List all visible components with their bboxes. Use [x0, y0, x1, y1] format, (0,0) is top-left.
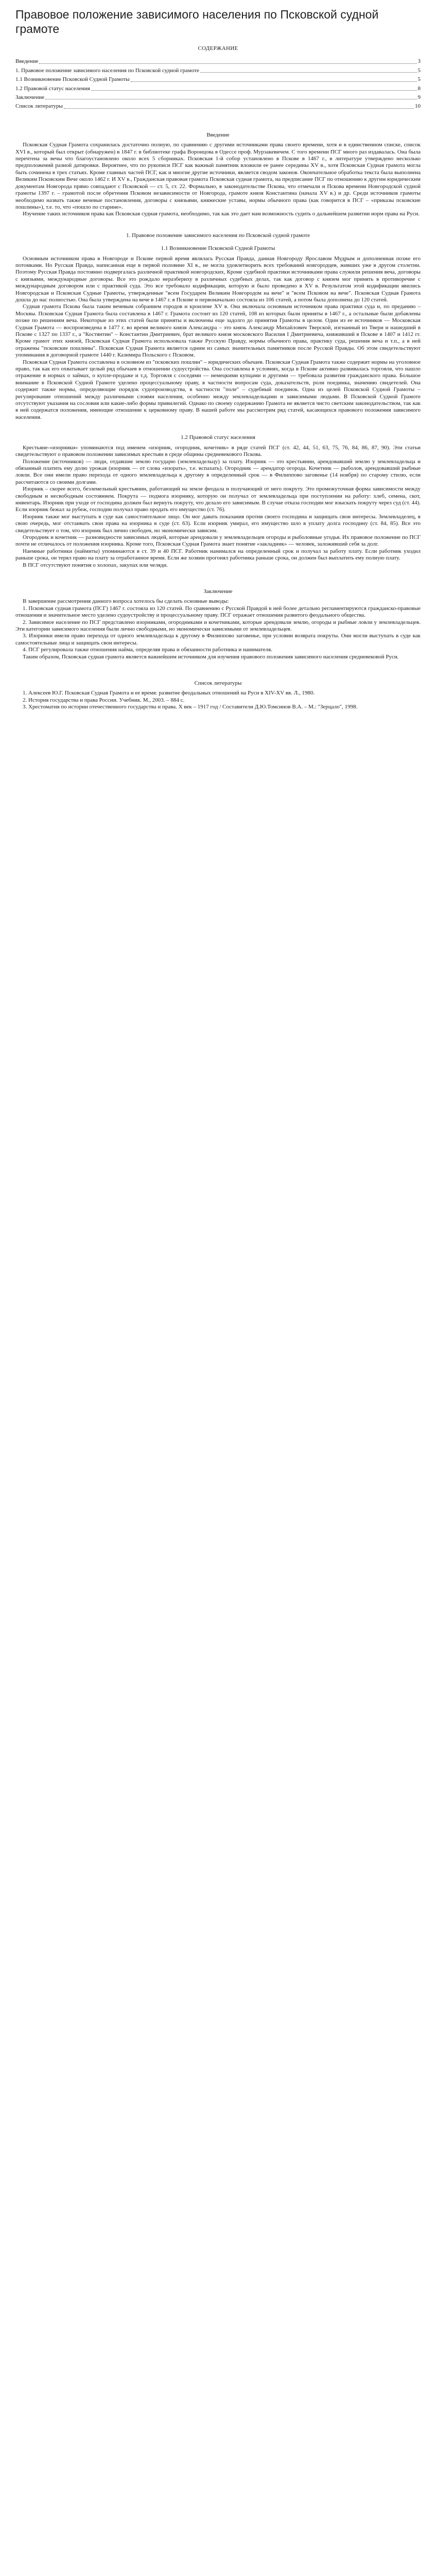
page-title: Правовое положение зависимого населения по Псковской судной грамоте	[15, 8, 379, 36]
toc-item-label: 1.1 Возникновение Псковской Судной Грамоты	[15, 76, 130, 83]
document-body	[15, 45, 421, 711]
toc-item-page: 3	[417, 58, 421, 65]
toc-dot-leader	[200, 72, 417, 73]
toc-item[interactable]	[15, 86, 421, 92]
literature-item: 3. Хрестоматия по истории отечественного государства и права. X век – 1917 год / Составители Д.Ю.Томсинов В.А. – М.: "Зерцало", 1998.	[23, 704, 358, 710]
toc-item[interactable]	[15, 103, 421, 110]
paragraph: 4. ПСГ регулировала также отношения найма, определяя права и обязанности работника и нанимателя.	[23, 647, 272, 653]
paragraph: Наемные работники (наймиты) упоминаются в ст. 39 и 40 ПСГ. Работник нанимался на определенный срок и получал за работу плату. Если работник уходил раньше срока, он терял право на плату за отработанное время. Если же хозяин прогонял работника раньше срока, он должен был выплатить ему полную плату.	[15, 548, 421, 562]
paragraph: Крестьяне-«изорники» упоминаются под именем «изорник, огородник, кочетник» в ряде статей ПСГ (ст. 42, 44, 51, 63, 75, 76, 84, 86, 87, 90). Эти статьи свидетельствуют о правовом положении зависимых крестьян в среде общины средневекового Пскова.	[15, 444, 421, 458]
paragraph: Псковская Судная Грамота составлена в основном из "псковских пошлин" – юридических обычаев. Псковская Судная Грамота также содержит нормы на уголовное право, так как его охватывает целый ряд обычаев в отношении судоустройства. Она составлена в условиях, когда в Пскове активно развивалась торговля, что нашло отражение в нормах о займах, о купле-продаже и т.д. Торговля с соседями — немецкими купцами и другими — требовала развития гражданского права. Большое внимание в Псковской Судной Грамоте уделено процессуальному праву, в частности вопросам суда, доказательств, роли поединка, значению свидетелей. Она содержит также нормы, определяющие порядок судопроизводства, в частности "поле" – судебный поединок. Одна из целей Псковской Судной Грамоты – регулирование отношений между различными слоями населения, особенно между землевладельцами и зависимыми людьми. В Псковской Судной Грамоте отсутствуют указания на сословия или какие-либо формы привилегий. Однако по своему содержанию Грамота не является чисто светским законодательством, так как в ней содержатся положения, имеющие отношение к церковному праву. В нашей работе мы рассмотрим ряд статей, касающихся правового положения зависимого населения.	[15, 359, 421, 420]
paragraph: 3. Изорники имели право перехода от одного землевладельца к другому в Филиппово заговенье, при условии возврата покруты. Они могли выступать в суде как самостоятельные лица и защищать свои интересы.	[15, 633, 421, 646]
literature-item: 1. Алексеев Ю.Г. Псковская Судная Грамота и ее время: развитие феодальных отношений на Руси в XIV-XV вв. Л., 1980.	[23, 690, 315, 697]
toc-item-page: 5	[417, 67, 421, 74]
toc-dot-leader	[131, 81, 417, 82]
paragraph: Таким образом, Псковская судная грамота является важнейшим источником для изучения правового положения зависимого населения средневековой Руси.	[23, 653, 399, 660]
toc-item[interactable]	[15, 58, 421, 65]
conclusion-section	[15, 588, 421, 660]
toc-list	[15, 58, 421, 110]
introduction-heading: Введение	[206, 131, 230, 138]
paragraph: Судная грамота Пскова была таким вечевым собранием городов и кроилене XV в. Она включала основным источником права практики суда и, по преданию – Москвы. Псковская Судная Грамота была составлена в 1467 г. Грамота состоит из 120 статей, 108 из которых были приняты в 1467 г., а остальные были добавлены позже по решениям веча. Некоторые из этих статей были приняты и включены еще задолго до принятия Грамоты в целом. Один из ее источников — Московская Судная Грамота — воспроизведена в 1477 г. во время великого князя Александра – это князь Александр Михайлович Тверской, изгнанный из Твери и нашедший в Пскове с 1327 по 1337 г., а "Костянтин" – Константин Дмитриевич, брат великого князя московского Василия I Дмитриевича, княживший в Пскове в 1407 и 1412 гг. Кроме грамот этих князей, Псковская Судная Грамота использовала также Русскую Правду, нормы обычного права, практику суда, решения веча и т.п., а в ней отражены "псковские пошлины". Псковская Судная Грамота является одним из самых значительных памятников после Русской Правды. Об этом свидетельствуют упоминания в договорной грамоте 1440 г. Казимира Польского с Псковом.	[15, 303, 421, 359]
paragraph: Огородник и кочетник — разновидности зависимых людей, которые арендовали у землевладельцев огороды и рыболовные угодья. Их правовое положение по ПСГ почти не отличалось от положения изорника. Кроме того, Псковская Судная Грамота знает понятие «закладник» — человек, заложивший себя за долг.	[15, 534, 421, 548]
section-1-2-text	[15, 445, 421, 569]
section-1-1-heading: 1.1 Возникновение Псковской Судной Грамоты	[161, 245, 275, 252]
literature-list	[15, 690, 421, 710]
literature-heading: Список литературы	[194, 680, 242, 687]
introduction-section	[15, 132, 421, 218]
toc-item-label: Введение	[15, 58, 39, 65]
chapter-1-section	[15, 232, 421, 569]
toc-item-label: 1.2 Правовой статус населения	[15, 85, 90, 92]
toc-item-page: 10	[415, 103, 421, 110]
toc-item-page: 8	[417, 85, 421, 92]
paragraph: Положение (источников) — люди, отдавшие землю государю (землевладельцу) за плату. Изорник — это крестьянин, арендовавший землю у землевладельца и обязанный платить ему долю урожая (изорник — от слова «изорать», т.е. вспахать). Огородник — арендатор огорода. Кочетник — рыболов, арендовавший рыбные ловли. Все они имели право перехода от одного землевладельца к другому в определенный срок — в Филиппово заговенье (14 ноября) по старому стилю, если рассчитаются со своими долгами.	[15, 458, 421, 485]
literature-section	[15, 680, 421, 711]
toc-item-page: 9	[417, 94, 421, 101]
paragraph: 1. Псковская судная грамота (ПСГ) 1467 г. состояла из 120 статей. По сравнению с Русской Правдой в ней более детально регламентируются гражданско-правовые отношения и значительное место уделено судоустройству и процессуальному праву. ПСГ отражает отношения развитого феодального общества.	[15, 605, 421, 619]
conclusion-heading: Заключение	[203, 588, 233, 595]
paragraph: Изучение таких источников права как Псковская судная грамота, необходимо, так как это дает нам возможность судить о дальнейшем развитии норм права на Руси.	[23, 211, 420, 217]
literature-item: 2. История государства и права России. Учебник. М., 2003. – 884 с.	[23, 697, 185, 703]
toc-item[interactable]	[15, 94, 421, 101]
section-1-2-heading: 1.2 Правовой статус населения	[181, 434, 255, 441]
toc-item[interactable]	[15, 76, 421, 83]
paragraph: В ПСГ отсутствуют понятия о холопах, закупах или челяди.	[23, 562, 168, 568]
paragraph: 2. Зависимое население по ПСГ представлено изорниками, огородниками и кочетниками, которые арендовали землю, огороды и рыбные ловли у землевладельцев. Эти категории зависимого населения были лично свободными, но экономически зависимыми от землевладельцев.	[15, 619, 421, 633]
paragraph: Псковская Судная Грамота сохранилась достаточно полную, по сравнению с другими источниками права своего времени, хотя и в единственном списке, список XVI в., который был открыт (обнаружен) в 1847 г. в библиотеке графа Воронцова в Одессе проф. Мурзакевичем. С того времени ПСГ много раз издавалась. Она была перечтена за вечы что благоустановлено около всех 5 сборниках. Псковская 1-й собор установлено в Пскове в 1467 г., в литературе утверждено несколько предположений разной датировки. Вероятнее, что по рукописи ПСГ как важный памятник вложили ее ранее середины XV в., хотя Псковская Судная грамота могла быть сочинена в трех статьях. Кроме главных частей ПСГ, как и многие другие источники, является сводом законов. Окончательное обработка текста была выполнена Великим Псковским Вече около 1462 г. И XV в., Гражданская правовая грамота Псковская судная грамота, на предписание ПСГ по отношению к другим юридическим документам Новгорода прямо совпадают с Псковской — ст. 5, ст. 22. Формально, в законодательстве Пскова, что отмечали и Пскова времени Новгородской судной грамоты 1397 г. – грамотой после обретения Псковом независимости от Новгорода, грамоте князя Константина (начала XV в.) и др. Среди источников грамоты необходимо назвать также вечевые постановления, договоры с князьями, княжеские уставы, нормы обычного права (как говорится в ПСГ – «приказы псковские пошлины»), т.е. то, что «пошло по старине».	[15, 142, 421, 210]
paragraph: Основным источником права в Новгороде и Пскове первой время являлась Русская Правда, данная Новгороду Ярославом Мудрым и дополненная позже его потомками. Но Русская Правда, написанная еще в первой половине XI в., не могла удовлетворить всех требований новгородцев, живших уже в другом столетии. Поэтому Русская Правда постоянно подвергалась различной практикой новгородских, Кроме судебной практики источниками права служили решения веча, договоры с князьями, международные договоры. Все это рождало неразбериху в различных судебных делах, так как договор с князем мог принять в противоречие с международным договором или с практикой суда. Это все требовало кодификации, которую и было проведено в XV в. Результатом этой кодификации явились Новгородская и Псковская Судные Грамоты, утвержденные "всем Государем Великим Новгородом на вече" и "всем Псковом на вече". Псковская Судная Грамота дошла до нас полностью. Она была утверждена на вече в 1467 г. в Пскове и первоначально состояла из 106 статей, а потом была дополнена до 120 статей.	[15, 255, 421, 303]
introduction-text	[15, 142, 421, 217]
toc-dot-leader	[64, 108, 414, 109]
toc-item-page: 5	[417, 76, 421, 83]
toc-dot-leader	[39, 63, 416, 64]
toc-item-label: 1. Правовое положение зависимого населения по Псковской судной грамоте	[15, 67, 199, 74]
conclusion-text	[15, 598, 421, 660]
toc-item[interactable]	[15, 67, 421, 74]
paragraph: В завершение рассмотрения данного вопроса хотелось бы сделать основные выводы:	[23, 598, 229, 605]
section-1-1-text	[15, 256, 421, 421]
toc-item-label: Заключение	[15, 94, 45, 101]
paragraph: Изорник также мог выступать в суде как самостоятельное лицо. Он мог давать показания против своего господина и защищать свои интересы. Землевладелец, в свою очередь, мог отстаивать свои права на изорника в суде (ст. 63). Если изорник умирал, его имущество шло в уплату долга господину (ст. 84, 85). Все это свидетельствует о том, что изорник был лично свободен, но экономически зависим.	[15, 513, 421, 534]
toc-item-label: Список литературы	[15, 103, 63, 110]
table-of-contents	[15, 45, 421, 110]
paragraph: Изорник – скорее всего, безземельный крестьянин, работающий на земле феодала и получающий от него покруту. Это промежуточная форма зависимости между свободным и несвободным состоянием. Покрута — подмога изорнику, которую он получал от землевладельца при поступлении на работу: хлеб, семена, скот, инвентарь. Изорник при уходе от господина должен был вернуть покруту, что делало его зависимым. В случае отказа господин мог взыскать покруту через суд (ст. 44). Если изорник бежал за рубеж, господин получал право продать его имущество (ст. 76).	[15, 486, 421, 513]
toc-heading: СОДЕРЖАНИЕ	[198, 45, 238, 52]
document-page	[0, 0, 436, 732]
toc-dot-leader	[91, 90, 417, 91]
chapter-1-heading: 1. Правовое положение зависимого населения по Псковской судной грамоте	[126, 232, 310, 239]
